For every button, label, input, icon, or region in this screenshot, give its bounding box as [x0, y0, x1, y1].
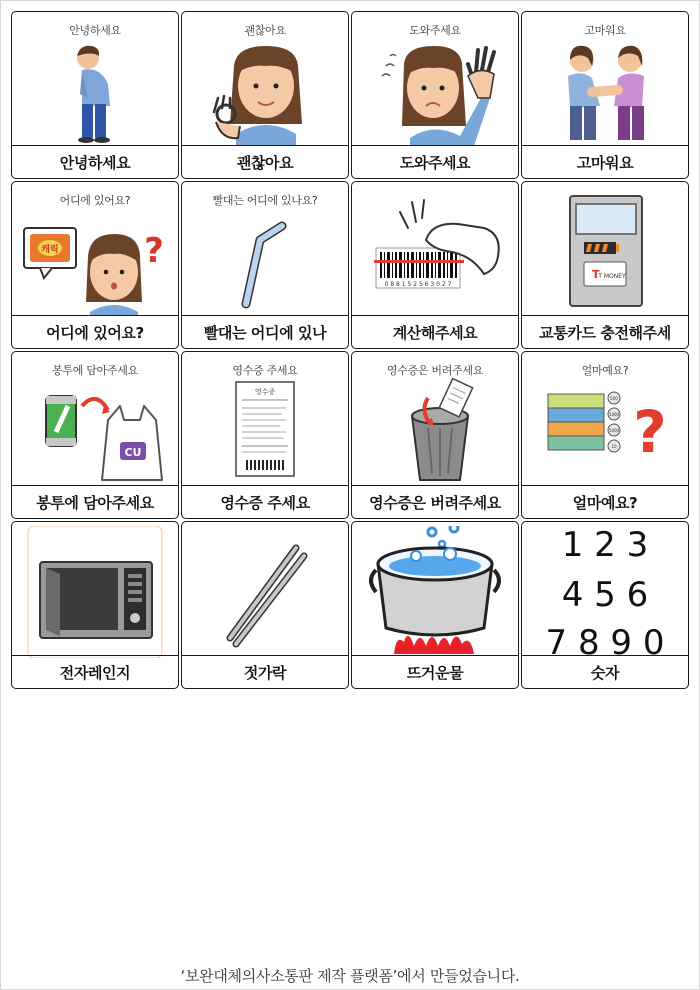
person-bowing-icon	[16, 36, 174, 146]
card-label: 안녕하세요	[12, 145, 178, 178]
card-how-much[interactable]	[521, 351, 689, 519]
card-label: 봉투에 담아주세요	[12, 485, 178, 518]
bag-brand-text: CU	[124, 446, 142, 459]
card-numbers[interactable]	[521, 521, 689, 689]
receipt-icon	[186, 376, 344, 486]
chopsticks-icon	[186, 526, 344, 658]
coin-1000: 1000	[608, 412, 620, 417]
footer-credit: ‘보완대체의사소통판 제작 플랫폼’에서 만들었습니다.	[180, 967, 520, 985]
card-label: 영수증 주세요	[182, 485, 348, 518]
card-straw[interactable]	[181, 181, 349, 349]
straw-icon	[186, 206, 344, 316]
receipt-title: 영수증	[254, 388, 276, 396]
card-label: 괜찮아요	[182, 145, 348, 178]
card-label: 교통카드 충전해주세	[522, 315, 688, 348]
card-caption: 도와주세요	[409, 24, 461, 37]
microwave-icon	[16, 526, 174, 658]
card-caption: 고마워요	[584, 24, 626, 37]
handshake-icon	[526, 36, 684, 146]
card-bag[interactable]	[11, 351, 179, 519]
numbers-icon	[526, 526, 684, 658]
card-label: 고마워요	[522, 145, 688, 178]
asking-where-icon	[16, 206, 174, 316]
card-label: 영수증은 버려주세요	[352, 485, 518, 518]
tmoney-logo: T	[592, 268, 600, 281]
card-okay[interactable]	[181, 11, 349, 179]
raise-hand-help-icon	[356, 36, 514, 146]
coin-5000: 5000	[608, 428, 620, 433]
card-transit-recharge[interactable]	[521, 181, 689, 349]
card-microwave[interactable]	[11, 521, 179, 689]
card-hello[interactable]	[11, 11, 179, 179]
card-label: 전자레인지	[12, 655, 178, 688]
hot-water-pot-icon	[356, 526, 514, 658]
card-hot-water[interactable]	[351, 521, 519, 689]
card-caption: 괜찮아요	[244, 24, 286, 37]
coin-10: 10	[611, 444, 617, 449]
pouch-brand-text: 캐릭	[41, 245, 59, 255]
coin-500: 500	[610, 396, 618, 401]
card-discard-receipt[interactable]	[351, 351, 519, 519]
card-chopsticks[interactable]	[181, 521, 349, 689]
card-caption: 안녕하세요	[69, 24, 121, 37]
card-caption: 빨대는 어디에 있나요?	[212, 194, 318, 207]
svg-text:?: ?	[144, 231, 164, 271]
card-caption: 어디에 있어요?	[59, 194, 131, 207]
numbers-row-2: 4 5 6	[561, 575, 649, 615]
card-label: 숫자	[522, 655, 688, 688]
card-caption: 영수증은 버려주세요	[386, 364, 484, 377]
card-help[interactable]	[351, 11, 519, 179]
card-label: 얼마예요?	[522, 485, 688, 518]
card-checkout[interactable]	[351, 181, 519, 349]
card-receipt[interactable]	[181, 351, 349, 519]
barcode-digits: 0 8 8 1 5 2 5 6 3 0 2 7	[384, 281, 452, 288]
svg-text:?: ?	[633, 398, 667, 466]
barcode-scan-icon	[356, 186, 514, 318]
card-label: 계산해주세요	[352, 315, 518, 348]
money-question-icon	[526, 376, 684, 486]
bag-can-icon	[16, 376, 174, 486]
card-label: 젓가락	[182, 655, 348, 688]
card-label: 뜨거운물	[352, 655, 518, 688]
card-thanks[interactable]	[521, 11, 689, 179]
card-where[interactable]	[11, 181, 179, 349]
card-caption: 얼마예요?	[581, 364, 629, 377]
card-label: 어디에 있어요?	[12, 315, 178, 348]
numbers-row-1: 1 2 3	[561, 526, 649, 565]
card-caption: 영수증 주세요	[232, 364, 298, 377]
aac-board	[11, 11, 689, 691]
card-label: 빨대는 어디에 있나	[182, 315, 348, 348]
numbers-row-3: 7 8 9 0	[545, 623, 665, 658]
ok-gesture-icon	[186, 36, 344, 146]
card-charging-machine-icon	[526, 186, 684, 318]
card-caption: 봉투에 담아주세요	[52, 364, 138, 377]
tmoney-text: T MONEY	[598, 273, 626, 280]
trash-receipt-icon	[356, 376, 514, 486]
card-label: 도와주세요	[352, 145, 518, 178]
